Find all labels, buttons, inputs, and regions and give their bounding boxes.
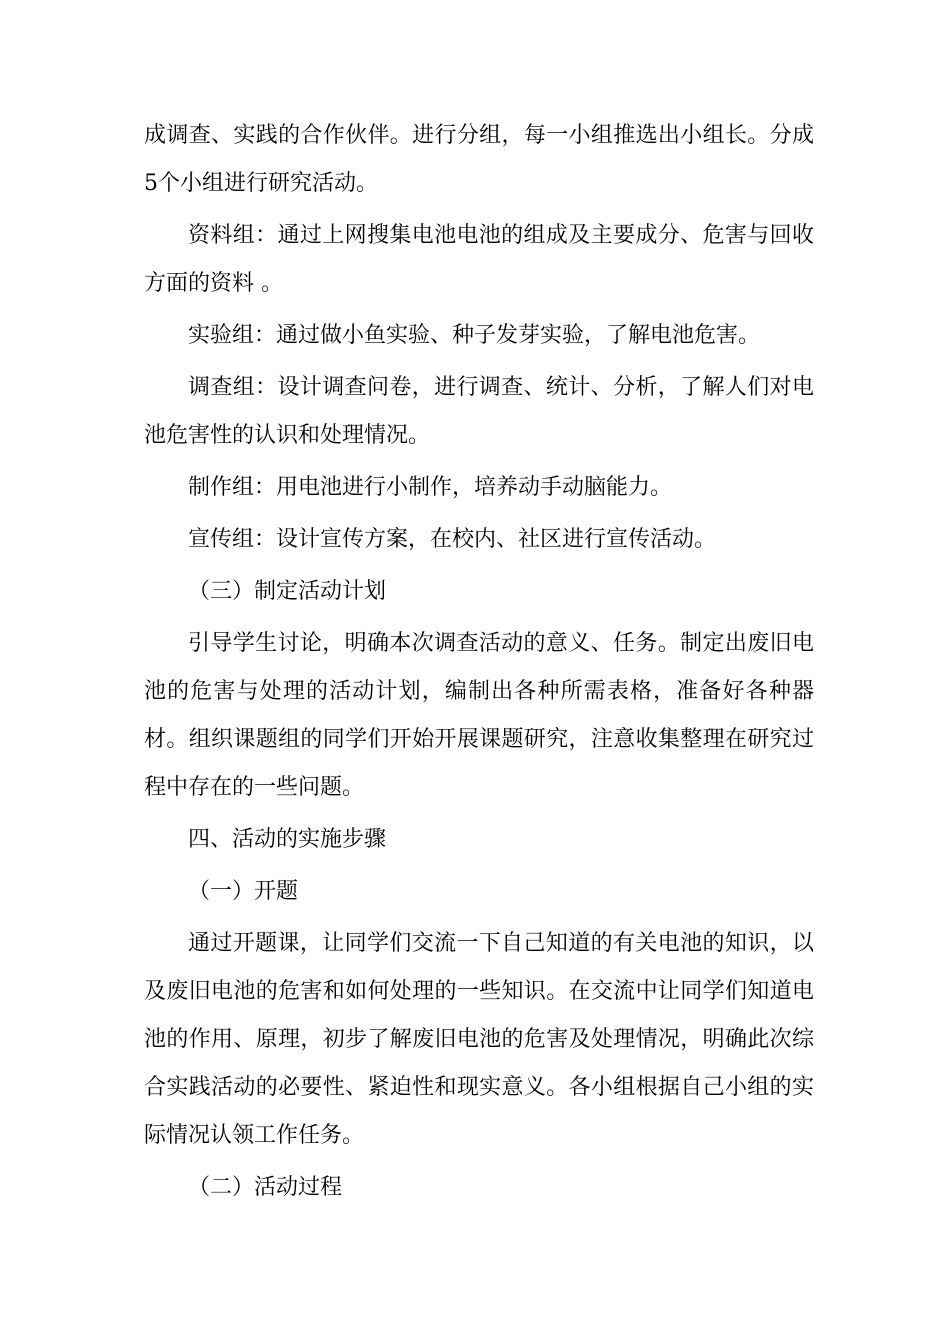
paragraph-plan: 引导学生讨论，明确本次调查活动的意义、任务。制定出废旧电池的危害与处理的活动计划，编制出各种所需表格，准备好各种器材。组织课题组的同学们开始开展课题研究，注意收集整理在研究过程中存在的一些问题。 (144, 631, 814, 800)
paragraph-survey-group: 调查组：设计调查问卷，进行调查、统计、分析，了解人们对电池危害性的认识和处理情况。 (144, 375, 814, 448)
paragraph-experiment-group: 实验组：通过做小鱼实验、种子发芽实验，了解电池危害。 (188, 323, 761, 348)
section-heading-plan: （三）制定活动计划 (188, 579, 387, 604)
paragraph-making-group: 制作组：用电池进行小制作，培养动手动脑能力。 (188, 475, 673, 500)
section-heading-opening: （一）开题 (188, 879, 299, 904)
section-heading-steps: 四、活动的实施步骤 (188, 827, 387, 852)
section-heading-process: （二）活动过程 (188, 1175, 343, 1200)
paragraph-grouping: 成调查、实践的合作伙伴。进行分组，每一小组推选出小组长。分成5个小组进行研究活动。 (144, 123, 814, 196)
paragraph-opening: 通过开题课，让同学们交流一下自己知道的有关电池的知识，以及废旧电池的危害和如何处理的一些知识。在交流中让同学们知道电池的作用、原理，初步了解废旧电池的危害及处理情况，明确此次综合实践活动的必要性、紧迫性和现实意义。各小组根据自己小组的实际情况认领工作任务。 (144, 931, 814, 1148)
paragraph-publicity-group: 宣传组：设计宣传方案，在校内、社区进行宣传活动。 (188, 527, 717, 552)
paragraph-research-group: 资料组：通过上网搜集电池电池的组成及主要成分、危害与回收方面的资料 。 (144, 223, 814, 296)
document-body (144, 112, 814, 1212)
